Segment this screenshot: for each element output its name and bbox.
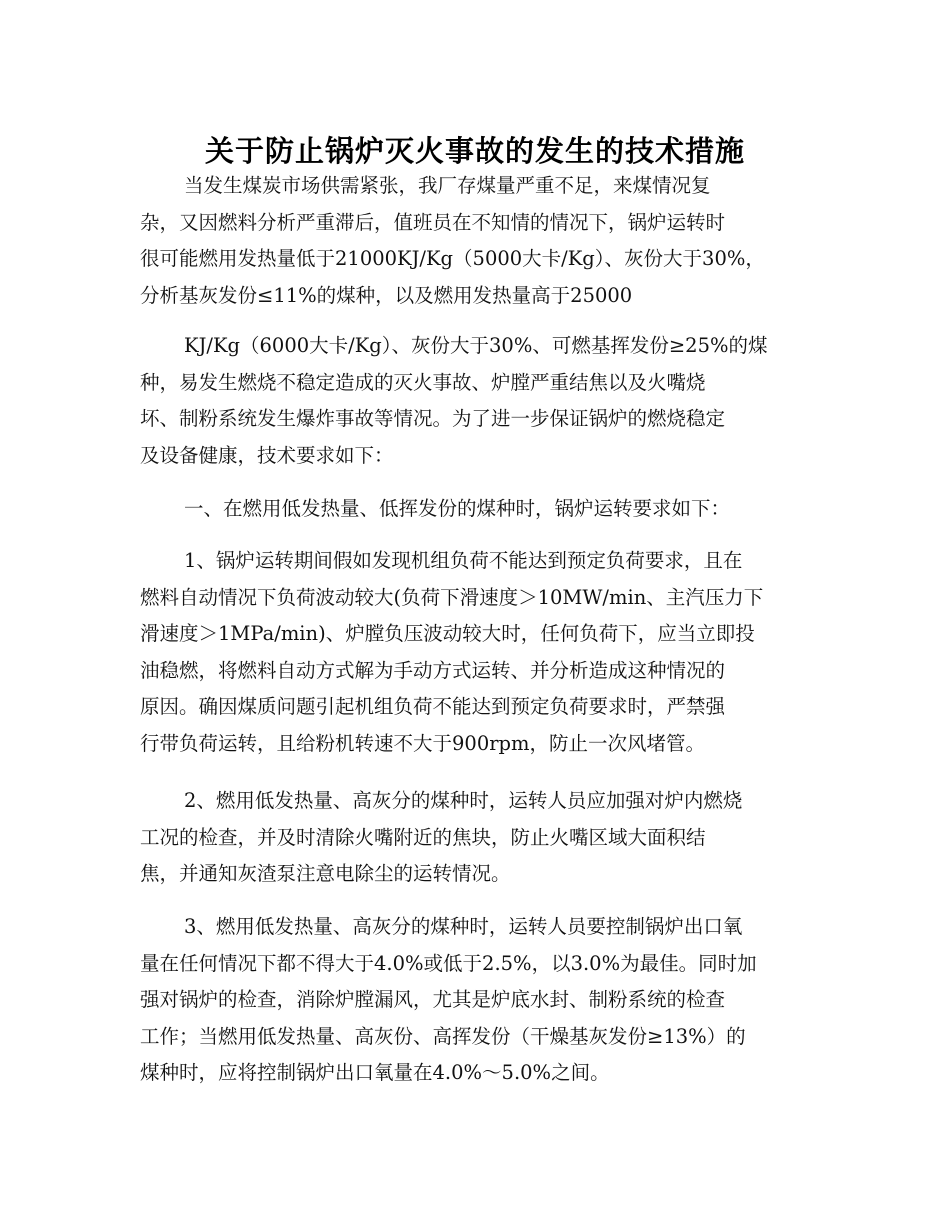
paragraph-line: 工况的检查，并及时清除火嘴附近的焦块，防止火嘴区域大面积结 [140, 825, 706, 849]
paragraph-line: 很可能燃用发热量低于21000KJ/Kg（5000大卡/Kg）、灰份大于30%， [140, 247, 765, 270]
paragraph-line: 杂，又因燃料分析严重滞后，值班员在不知情的情况下，锅炉运转时 [140, 210, 726, 234]
paragraph-item-3 [140, 909, 806, 1092]
paragraph-line: 一、在燃用低发热量、低挥发份的煤种时，锅炉运转要求如下： [184, 497, 731, 520]
paragraph-line: 工作；当燃用低发热量、高灰份、高挥发份（干燥基灰发份≥13%）的 [140, 1024, 746, 1048]
paragraph-line: KJ/Kg（6000大卡/Kg）、灰份大于30%、可燃基挥发份≥25%的煤 [184, 334, 768, 357]
paragraph-line: 3、燃用低发热量、高灰分的煤种时，运转人员要控制锅炉出口氧 [184, 915, 743, 938]
paragraph-line: 1、锅炉运转期间假如发现机组负荷不能达到预定负荷要求，且在 [184, 549, 743, 572]
paragraph-line: 煤种时，应将控制锅炉出口氧量在4.0%～5.0%之间。 [140, 1061, 610, 1084]
page-title: 关于防止锅炉灭火事故的发生的技术措施 [204, 134, 745, 169]
paragraph-item-1 [140, 543, 806, 762]
paragraph-intro [140, 168, 806, 314]
paragraph-line: 2、燃用低发热量、高灰分的煤种时，运转人员应加强对炉内燃烧 [184, 789, 743, 812]
paragraph-line: 及设备健康，技术要求如下： [140, 443, 394, 467]
paragraph-line: 燃料自动情况下负荷波动较大(负荷下滑速度＞10MW/min、主汽压力下 [140, 585, 764, 609]
paragraph-coal-conditions [140, 328, 806, 474]
paragraph-line: 行带负荷运转，且给粉机转速不大于900rpm，防止一次风堵管。 [140, 731, 706, 755]
paragraph-line: 种，易发生燃烧不稳定造成的灭火事故、炉膛严重结焦以及火嘴烧 [140, 370, 706, 394]
paragraph-line: 原因。确因煤质问题引起机组负荷不能达到预定负荷要求时，严禁强 [140, 695, 726, 718]
paragraph-line: 量在任何情况下都不得大于4.0%或低于2.5%，以3.0%为最佳。同时加 [140, 951, 757, 975]
paragraph-line: 坏、制粉系统发生爆炸事故等情况。为了进一步保证锅炉的燃烧稳定 [140, 407, 726, 430]
paragraph-item-2 [140, 783, 806, 893]
paragraph-line: 当发生煤炭市场供需紧张，我厂存煤量严重不足，来煤情况复 [184, 174, 711, 197]
paragraph-line: 分析基灰发份≤11%的煤种，以及燃用发热量高于25000 [140, 283, 633, 307]
paragraph-line: 油稳燃，将燃料自动方式解为手动方式运转、并分析造成这种情况的 [140, 658, 726, 682]
paragraph-line: 滑速度＞1MPa/min)、炉膛负压波动较大时，任何负荷下，应当立即投 [140, 622, 755, 645]
section-heading-1 [140, 491, 806, 528]
paragraph-line: 焦，并通知灰渣泵注意电除尘的运转情况。 [140, 862, 511, 885]
paragraph-line: 强对锅炉的检查，消除炉膛漏风，尤其是炉底水封、制粉系统的检查 [140, 988, 726, 1011]
